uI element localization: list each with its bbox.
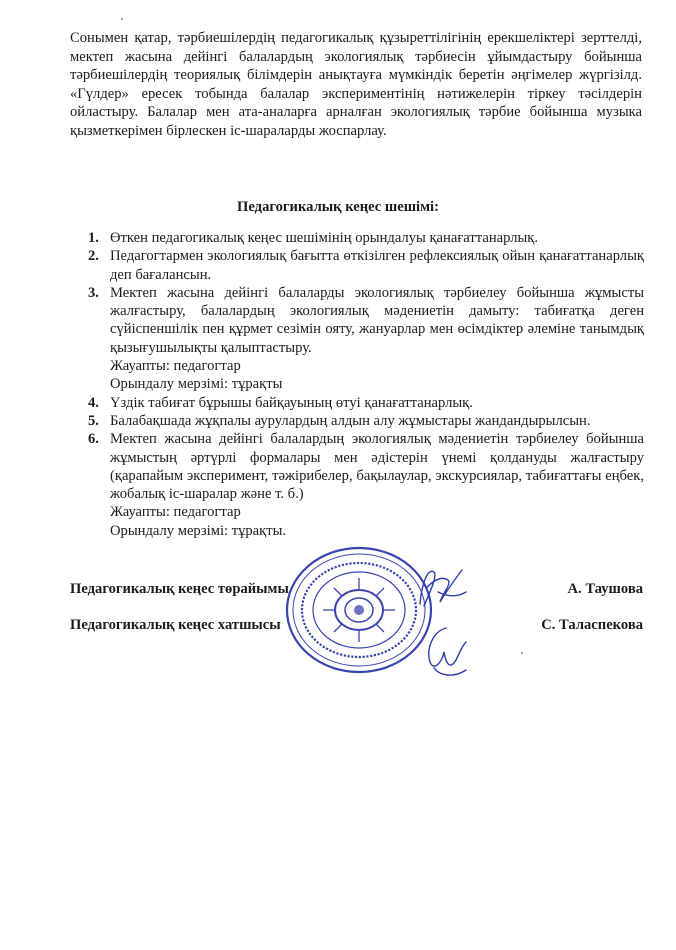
- chair-signature-icon: [412, 562, 470, 618]
- decision-number: 4.: [88, 394, 99, 411]
- signer-name: А. Таушова: [567, 581, 643, 597]
- decision-number: 6.: [88, 431, 99, 448]
- decision-responsible: Жауапты: педагогтар: [110, 358, 241, 375]
- signer-name: С. Таласпекова: [541, 617, 643, 633]
- decision-number: 1.: [88, 230, 99, 246]
- decision-deadline: Орындалу мерзімі: тұрақты.: [110, 522, 287, 539]
- decision-text: Үздік табиғат бұрышы байқауының өтуі қанағаттанарлық.: [110, 394, 473, 411]
- decision-item: [88, 412, 644, 430]
- intro-paragraph: Сонымен қатар, тәрбиешілердің педагогикалық құзыреттілігінің ерекшеліктері зерттелді, мектеп жасына дейінгі балалардың экологиялық тәрбиесін ұйымдастыру бойынша тәрбиешілердің теориялық білімдерін анықтауға мүмкіндік беретін әңгімелер жүргізілд. «Гүлдер» ересек тобында балалар экспериментінің нәтижелерін тіркеу тәсілдерін ойластыру. Балалар мен ата-аналарға арналған экологиялық тәрбие бойынша музыка қызметкерімен бірлескен іс-шараларды жоспарлау.: [70, 30, 642, 139]
- secretary-signature-icon: [420, 622, 472, 684]
- decision-number: 5.: [88, 412, 99, 429]
- decision-title: Педагогикалық кеңес шешімі:: [237, 199, 439, 215]
- decision-item: [88, 394, 644, 412]
- decision-text: Өткен педагогикалық кеңес шешімінің орындалуы қанағаттанарлық.: [110, 230, 539, 246]
- decision-number: 3.: [88, 284, 99, 301]
- decision-text: Педагогтармен экологиялық бағытта өткізілген рефлексиялық ойын қанағаттанарлық деп бағалансын.: [110, 248, 644, 283]
- signer-role: Педагогикалық кеңес төрайымы: [70, 581, 289, 597]
- decision-list: [88, 229, 644, 540]
- decision-number: 2.: [88, 248, 99, 265]
- decision-deadline: Орындалу мерзімі: тұрақты: [110, 376, 283, 393]
- decision-text: Балабақшада жұқпалы аурулардың алдын алу жұмыстары жандандырылсын.: [110, 412, 591, 429]
- decision-item: [88, 247, 644, 284]
- decision-text: Мектеп жасына дейінгі балалардың экологиялық мәдениетін тәрбиелеу бойынша жұмыстың әртүрлі формалары мен әдістерін үнемі қолдануды жалғастыру (қарапайым эксперимент, тәжірибелер, бақылаулар, экскурсиялар, табиғаттағы еңбек, жобалық іс-шаралар және т. б.): [110, 431, 644, 503]
- decision-responsible: Жауапты: педагогтар: [110, 504, 241, 521]
- scan-speck: [121, 18, 123, 20]
- decision-item: [88, 284, 644, 394]
- decision-item: [88, 430, 644, 540]
- signer-role: Педагогикалық кеңес хатшысы: [70, 617, 281, 633]
- scan-speck: [521, 652, 523, 654]
- decision-text: Мектеп жасына дейінгі балаларды экологиялық тәрбиелеу бойынша жұмысты жалғастыру, балалардың экологиялық мәдениетін дамыту: табиғатқа деген сүйіспеншілік пен құрмет сезімін ояту, жануарлар мен өсімдіктер әлеміне танымдық қызығушылықты қалыптастыру.: [110, 284, 644, 356]
- decision-item: [88, 229, 644, 247]
